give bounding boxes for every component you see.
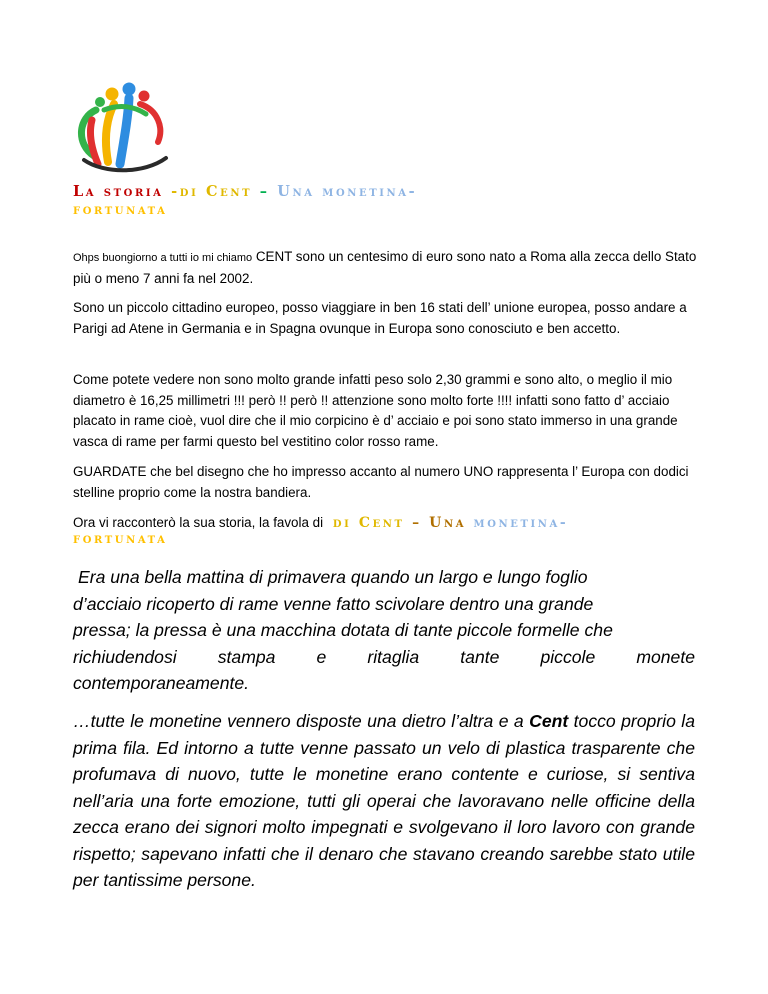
- story-line-5: contemporaneamente.: [73, 673, 250, 693]
- story-2-text-b: tocco proprio la prima fila. Ed intorno a tutte venne passato un velo di plastica trasparente che profumava di nuovo, tutte le monetine erano contente e curiose, si sentiva nell’aria una forte emozione, tutti gli operai che lavoravano nelle officine della zecca erano dei signori molto impegnati e svolgevano il loro lavoro con grande rispetto; sapevano infatti che il denaro che stavano creando sarebbe stato utile per tantissime persone.: [73, 711, 695, 890]
- story-title-part-4: fortunata: [73, 530, 168, 547]
- title-part-3: –: [252, 183, 278, 200]
- title-part-4: Una monetina-: [277, 183, 418, 200]
- story-intro-text: Ora vi racconterò la sua storia, la favola di: [73, 515, 324, 530]
- paragraph-citizen: Sono un piccolo cittadino europeo, posso viaggiare in ben 16 stati dell’ unione europea, posso andare a Parigi ad Atene in Germania e in Spagna ovunque in Europa sono conosciuto e ben accetto.: [73, 300, 687, 336]
- story-line-3: pressa; la pressa è una macchina dotata di tante piccole formelle che: [73, 620, 613, 640]
- paragraph-size: Come potete vedere non sono molto grande infatti peso solo 2,30 grammi e sono alto, o meglio il mio diametro è 16,25 millimetri !!! però !! però !! attenzione sono molto forte !!!! infatti sono fatto d’ acciaio placato in rame cioè, vuol dire che il mio corpicino è d’ acciaio e poi sono stato immerso in una grande vasca di rame per farmi questo bel vestitino color rosso rame.: [73, 372, 678, 449]
- story-paragraph-2: [73, 708, 695, 894]
- story-2-cent: Cent: [529, 711, 569, 731]
- intro-small-text: Ohps buongiorno a tutti io mi chiamo: [73, 252, 253, 264]
- story-line-1: Era una bella mattina di primavera quando un largo e lungo foglio: [78, 567, 588, 587]
- story-word: piccole: [540, 646, 596, 667]
- story-word: e: [316, 646, 327, 667]
- paragraph-story-intro: [73, 513, 701, 546]
- people-circle-logo-icon: [74, 80, 174, 176]
- story-word: richiudendosi: [73, 646, 177, 667]
- story-2-text-a: …tutte le monetine vennero disposte una dietro l’altra e a: [73, 711, 530, 731]
- paragraph-design: GUARDATE che bel disegno che ho impresso accanto al numero UNO rappresenta l’ Europa con dodici stelline proprio come la nostra bandiera.: [73, 464, 689, 500]
- story-line-2: d’acciaio ricoperto di rame venne fatto scivolare dentro una grande: [73, 593, 594, 614]
- story-word: monete: [636, 646, 695, 667]
- story-word: tante: [460, 646, 500, 667]
- story-title-part-3: monetina-: [473, 515, 569, 531]
- page-title: [73, 183, 713, 219]
- story-paragraph-1: [73, 564, 695, 697]
- title-part-2: -di Cent: [163, 183, 253, 200]
- paragraph-intro: [73, 247, 701, 289]
- story-title-part-1: di Cent: [332, 515, 405, 531]
- story-line-4: [73, 644, 695, 671]
- title-part-5: fortunata: [73, 201, 168, 218]
- story-word: stampa: [217, 646, 276, 667]
- story-title-part-2: – Una: [404, 515, 474, 531]
- story-word: ritaglia: [367, 646, 420, 667]
- title-part-1: La storia: [73, 183, 164, 200]
- intro-text: CENT sono un centesimo di euro sono nato a Roma alla zecca dello Stato più o meno 7 anni fa nel 2002.: [73, 249, 697, 286]
